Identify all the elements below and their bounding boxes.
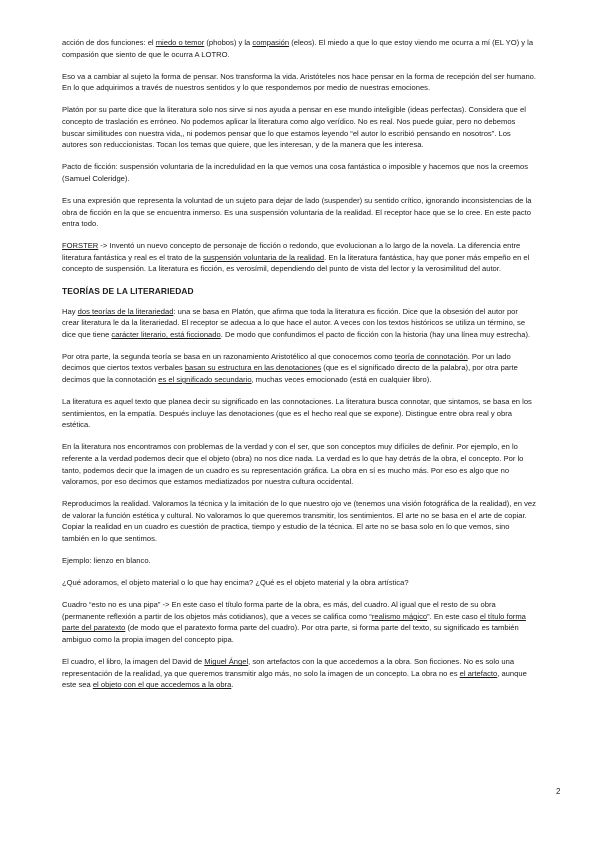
paragraph xyxy=(62,577,536,589)
underlined-text: el objeto con el que accedemos a la obra xyxy=(92,680,232,690)
text-run: , muchas veces emocionado (está en cualquier libro). xyxy=(251,374,432,384)
underlined-text: el artefacto xyxy=(459,668,498,678)
paragraph xyxy=(62,71,536,94)
paragraph xyxy=(62,240,536,275)
underlined-text: suspensión voluntaria de la realidad xyxy=(202,252,325,262)
text-run: : una se basa en Platón, que afirma que toda la literatura es ficción. Dice que la obsesión del autor por crear literatura le da la literariedad. El receptor se adecua a lo que hace el autor. A veces con los textos históricos se utiliza un término, se dice que tiene xyxy=(62,306,526,339)
paragraph xyxy=(62,104,536,150)
paragraph xyxy=(62,599,536,645)
underlined-text: el título forma parte del paratexto xyxy=(62,611,526,633)
text-run: , son artefactos con la que accedemos a la obra. Son ficciones. No es solo una representación de la realidad, ya que queremos transmitir algo más, no solo la imagen de un concepto. La obra no es xyxy=(62,657,515,678)
underlined-text: dos teorías de la literariedad xyxy=(77,306,174,316)
section-heading: TEORÍAS DE LA LITERARIEDAD xyxy=(62,285,194,296)
paragraph xyxy=(62,161,536,184)
text-run: Es una expresión que representa la voluntad de un sujeto para dejar de lado (suspender) su sentido crítico, ignorando inconsistencias de la obra de ficción en la que se encuentra inmerso. Es una suspensión voluntaria de la realidad. El receptor hace que se lo cree. En este pacto entra todo. xyxy=(62,195,532,229)
paragraph xyxy=(62,37,536,60)
text-run: (que es el significado directo de la palabra), por otra parte decimos que la connotación xyxy=(62,363,518,384)
underlined-text: miedo o temor xyxy=(155,38,205,47)
paragraph xyxy=(62,195,536,230)
underlined-text: realismo mágico xyxy=(371,611,428,621)
text-run: . De modo que confundimos el pacto de ficción con la historia (hay una línea muy estrecha). xyxy=(220,329,531,339)
underlined-text: Miguel Ángel xyxy=(204,657,249,667)
underlined-text: FORSTER xyxy=(62,241,99,251)
text-run: Hay xyxy=(62,306,78,316)
body-section-1 xyxy=(62,37,536,275)
text-run: En la literatura nos encontramos con problemas de la verdad y con el ser, que son conceptos muy difíciles de definir. Por ejemplo, en lo referente a la verdad podemos decir que el objeto (obra) no nos dice nada. La verdad es lo que hay detrás de la obra, el concepto. Por lo tanto, podemos decir que la imagen de un cuadro es su representación gráfica. La obra en sí es mucho más. Por eso es algo que no valoramos, por eso decimos que estamos mediatizados por nuestra cultura occidental. xyxy=(62,442,524,487)
underlined-text: es el significado secundario xyxy=(158,374,252,384)
text-run: ”. En este caso xyxy=(427,611,480,621)
paragraph xyxy=(62,441,536,487)
text-run: Pacto de ficción: suspensión voluntaria de la incredulidad en la que vemos una cosa fantástica o imposible y hacemos que nos la creemos (Samuel Coleridge). xyxy=(62,162,529,183)
text-run: . Por un lado decimos que ciertos textos verbales xyxy=(62,351,511,373)
text-run: ¿Qué adoramos, el objeto material o lo que hay encima? ¿Qué es el objeto material y la obra artística? xyxy=(62,578,409,588)
underlined-text: carácter literario, está ficcionado xyxy=(111,329,221,339)
underlined-text: compasión xyxy=(252,38,290,47)
text-run: . En la literatura fantástica, hay que poner más empeño en el concepto de suspensión. La literatura es ficción, es verosímil, dependiendo del punto de vista del lector y la verosimilitud del autor. xyxy=(62,252,530,274)
underlined-text: basan su estructura en las denotaciones xyxy=(184,363,322,373)
text-run: . xyxy=(231,680,234,690)
text-run: (eleos). El miedo a que lo que estoy viendo me ocurra a mí (EL YO) y la compasión que siento de que le ocurra A LOTRO. xyxy=(62,38,534,59)
paragraph xyxy=(62,351,536,386)
underlined-text: teoría de connotación xyxy=(394,351,468,361)
paragraph xyxy=(62,306,536,341)
text-run: La literatura es aquel texto que planea decir su significado en las connotaciones. La literatura busca connotar, que sintamos, se basa en los sentimientos, en la empatía. Después incluye las denotaciones (que es el hecho real que se expone). Distingue entre obra real y obra estética. xyxy=(62,397,532,430)
page-number: 2 xyxy=(556,787,561,796)
page-content xyxy=(62,37,536,701)
text-run: Reproducimos la realidad. Valoramos la técnica y la imitación de lo que nuestro ojo ve (tenemos una visión fotográfica de la realidad), en vez de valorar la función estética y cultural. No valoramos lo que queremos transmitir, los sentimientos. El arte no se basa en el arte de copiar. Copiar la realidad en un cuadro es cuestión de practica, tiempo y estudio de la técnica. El arte no se basa solo en lo que vemos, sino también en lo que sentimos. xyxy=(62,499,536,543)
text-run: acción de dos funciones: el xyxy=(62,38,156,47)
text-run: Platón por su parte dice que la literatura solo nos sirve si nos ayuda a pensar en ese mundo inteligible (ideas perfectas). Considera que el concepto de traslación es erróneo. No podemos aplicar la literatura como algo verídico. No es real. Nos puede guiar, pero no debemos buscar similitudes con nuestra vida,, ni podemos pensar que lo que estamos leyendo “el autor lo escribió pensando en nosotros”. Los autores son reduccionistas. Tocan los temas que quiere, que les interesan, y de la manera que les interesa. xyxy=(62,105,526,150)
text-run: (de modo que el paratexto forma parte del cuadro). Por otra parte, si forma parte del texto, su significado es también ambiguo como la propia imagen del concepto pipa. xyxy=(62,623,519,645)
paragraph xyxy=(62,555,536,567)
text-run: , aunque este sea xyxy=(62,668,527,690)
text-run: -> Inventó un nuevo concepto de personaje de ficción o redondo, que evolucionan a lo largo de la novela. La diferencia entre literatura fantástica y real es el trato de la xyxy=(62,241,521,262)
text-run: (phobos) y la xyxy=(204,38,253,47)
paragraph xyxy=(62,396,536,431)
paragraph xyxy=(62,498,536,544)
text-run: Cuadro “esto no es una pipa” -> En este caso el título forma parte de la obra, es más, del cuadro. Al igual que el resto de su obra (permanente reflexión a partir de los objetos más cotidianos), que a veces se califica como “ xyxy=(62,600,496,621)
text-run: Ejemplo: lienzo en blanco. xyxy=(62,556,151,566)
text-run: Eso va a cambiar al sujeto la forma de pensar. Nos transforma la vida. Aristóteles nos hace pensar en la forma de recepción del ser humano. En lo que adquirimos a través de nuestros sentidos y lo que respondemos por medio de nuestras emociones. xyxy=(62,71,537,93)
text-run: Por otra parte, la segunda teoría se basa en un razonamiento Aristotélico al que conocemos como xyxy=(62,351,395,361)
body-section-2 xyxy=(62,306,536,691)
text-run: El cuadro, el libro, la imagen del David de xyxy=(62,657,205,667)
paragraph xyxy=(62,656,536,691)
